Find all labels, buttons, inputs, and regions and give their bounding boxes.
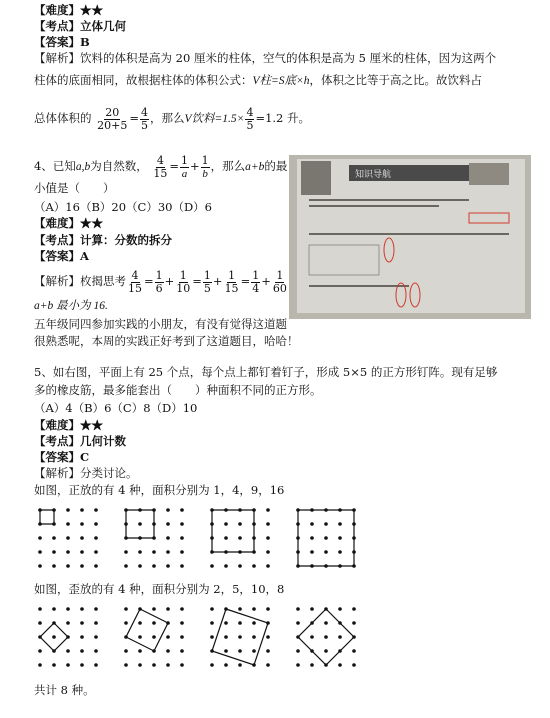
q4-min-line: a+b 最小为 16.	[34, 300, 108, 312]
pin-dot	[152, 621, 156, 625]
frac-num: 4	[131, 268, 139, 282]
pin-dot	[80, 536, 84, 540]
pin-dot	[152, 550, 156, 554]
frac	[251, 270, 260, 295]
q4-expr: a+b	[245, 161, 265, 173]
pin-dot	[66, 550, 70, 554]
pin-dot	[38, 649, 42, 653]
pin-dot	[80, 663, 84, 667]
pin-dot	[138, 564, 142, 568]
frac-num: 1	[228, 268, 236, 282]
pin-dot	[238, 621, 242, 625]
pin-dot	[338, 550, 342, 554]
frac-num: 4	[156, 153, 164, 167]
pin-dot	[166, 550, 170, 554]
q3-analysis-1: 【解析】饮料的体积是高为 20 厘米的柱体，空气的体积是高为 5 厘米的柱体，因为这两个	[34, 51, 497, 65]
photo-cartoon	[301, 161, 331, 195]
frac-den: 5	[203, 281, 211, 295]
q4-stem-2: 小值是（ ）	[34, 181, 115, 195]
pin-dot	[266, 663, 270, 667]
pin-dot	[38, 607, 42, 611]
pin-dot	[38, 663, 42, 667]
frac	[127, 270, 143, 295]
pin-dot	[52, 536, 56, 540]
q3-analysis-3-b: ，那么	[150, 111, 185, 125]
pin-dot	[166, 663, 170, 667]
pin-dot	[166, 635, 170, 639]
pin-dot	[166, 649, 170, 653]
pin-dot	[224, 635, 228, 639]
q3-point: 【考点】立体几何	[34, 19, 126, 33]
pin-dot	[80, 649, 84, 653]
q4-frac	[152, 155, 168, 180]
pin-dot	[66, 607, 70, 611]
pin-dot	[210, 607, 214, 611]
pin-dot	[266, 522, 270, 526]
frac-num: 1	[276, 268, 284, 282]
pin-dot	[94, 621, 98, 625]
q5-difficulty: 【难度】★★	[34, 418, 103, 432]
pin-dot	[266, 536, 270, 540]
pin-dot	[224, 522, 228, 526]
frac-num: 20	[105, 105, 120, 119]
q5-analysis: 【解析】分类讨论。	[34, 466, 138, 480]
pin-dot	[138, 522, 142, 526]
pin-dot	[152, 564, 156, 568]
pin-dot	[252, 607, 256, 611]
pin-dot	[52, 635, 56, 639]
frac-den: 20+5	[97, 118, 128, 132]
q3-difficulty: 【难度】★★	[34, 3, 103, 17]
frac-den: 6	[155, 281, 163, 295]
frac-num: 1	[252, 268, 260, 282]
pin-dot	[66, 508, 70, 512]
pin-dot	[238, 635, 242, 639]
frac-den: 15	[224, 281, 239, 295]
pin-dot	[296, 607, 300, 611]
pin-dot	[180, 663, 184, 667]
pin-dot	[94, 522, 98, 526]
frac-den: 60	[272, 281, 287, 295]
q3-analysis-2-b: ，体积之比等于高之比。故饮料占	[309, 73, 483, 87]
q4-frac-b	[201, 155, 210, 180]
pin-dot	[166, 508, 170, 512]
pin-dot	[66, 663, 70, 667]
pin-dot	[94, 663, 98, 667]
pin-dot	[38, 564, 42, 568]
tilted-squares-figure	[34, 603, 494, 675]
pin-dot	[124, 550, 128, 554]
q5-stem-1: 5、如右图，平面上有 25 个点，每个点上都钉着钉子，形成 5×5 的正方形钉阵。现有足够	[34, 365, 498, 379]
pin-dot	[210, 564, 214, 568]
frac-den: 4	[252, 281, 260, 295]
pin-dot	[324, 621, 328, 625]
q4-comment-2: 很熟悉呢，本周的实践正好考到了这道题目，哈哈！	[34, 334, 299, 348]
pin-dot	[38, 550, 42, 554]
pin-dot	[94, 564, 98, 568]
frac	[155, 270, 164, 295]
q4-difficulty: 【难度】★★	[34, 216, 103, 230]
pin-dot	[180, 522, 184, 526]
pin-dot	[94, 550, 98, 554]
pin-dot	[166, 522, 170, 526]
pin-dot	[152, 635, 156, 639]
pin-dot	[138, 649, 142, 653]
pin-dot	[80, 522, 84, 526]
pin-dot	[138, 663, 142, 667]
pin-dot	[296, 621, 300, 625]
pin-dot	[338, 522, 342, 526]
pin-dot	[266, 508, 270, 512]
pin-dot	[94, 508, 98, 512]
pin-dot	[80, 508, 84, 512]
q3-answer: 【答案】B	[34, 35, 90, 49]
pin-dot	[238, 663, 242, 667]
pin-dot	[94, 635, 98, 639]
pin-dot	[210, 621, 214, 625]
pin-dot	[80, 550, 84, 554]
q4-options: （A）16（B）20（C）30（D）6	[34, 200, 212, 214]
pin-dot	[66, 621, 70, 625]
pin-dot	[310, 635, 314, 639]
pin-dot	[224, 564, 228, 568]
pin-dot	[238, 536, 242, 540]
pin-dot	[180, 635, 184, 639]
q3-fraction-2	[140, 107, 149, 132]
pin-dot	[266, 649, 270, 653]
frac	[175, 270, 191, 295]
q4-stem-1: 4、已知a,b为自然数， $\frac{4}{15}$ = $\frac{1}{a}$ + $\frac{1}{b}$ ，那么a+b的最	[34, 153, 288, 180]
q4-comment-1: 五年级同四参加实践的小朋友，有没有觉得这道题	[34, 317, 287, 331]
q3-fraction-1	[96, 107, 128, 132]
pin-dot	[124, 649, 128, 653]
pin-dot	[324, 649, 328, 653]
frac-num: 4	[246, 105, 254, 119]
pin-dot	[296, 663, 300, 667]
frac-den: 5	[246, 118, 254, 132]
q5-options: （A）4（B）6（C）8（D）10	[34, 401, 198, 415]
pin-dot	[238, 649, 242, 653]
pin-dot	[66, 564, 70, 568]
q3-formula: V柱=S底×h	[252, 75, 310, 87]
frac	[272, 270, 288, 295]
pin-dot	[66, 536, 70, 540]
frac-num: 1	[155, 268, 163, 282]
pin-dot	[210, 635, 214, 639]
pin-dot	[152, 607, 156, 611]
pin-dot	[124, 663, 128, 667]
pin-dot	[52, 550, 56, 554]
q3-analysis-3-d: =1.2 升。	[255, 111, 311, 125]
frac-den: b	[202, 167, 208, 180]
pin-dot	[180, 649, 184, 653]
pin-dot	[338, 663, 342, 667]
pin-dot	[224, 536, 228, 540]
q3-analysis-3-a: 总体体积的	[34, 111, 92, 125]
pin-dot	[352, 621, 356, 625]
q4-vars: a,b	[75, 161, 91, 173]
pin-dot	[152, 663, 156, 667]
pin-dot	[266, 607, 270, 611]
q4-stem-a: 4、已知	[34, 159, 76, 173]
q3-analysis-2-a: 柱体的底面相同，故根据柱体的体积公式：	[34, 73, 253, 87]
pin-dot	[52, 607, 56, 611]
pin-dot	[180, 536, 184, 540]
pin-dot	[138, 550, 142, 554]
pin-dot	[94, 536, 98, 540]
pin-dot	[80, 635, 84, 639]
q5-stem-2: 多的橡皮筋，最多能套出（ ）种面积不同的正方形。	[34, 383, 322, 397]
pin-dot	[352, 607, 356, 611]
pin-dot	[338, 607, 342, 611]
pin-dot	[138, 621, 142, 625]
pin-dot	[324, 536, 328, 540]
q3-analysis-2	[34, 72, 482, 89]
q5-tilted-caption: 如图，歪放的有 4 种，面积分别为 2，5，10，8	[34, 582, 285, 596]
photo-title: 知识导航	[355, 170, 392, 180]
pin-dot	[310, 607, 314, 611]
frac-num: 1	[181, 153, 188, 167]
pin-dot	[224, 663, 228, 667]
pin-dot	[180, 550, 184, 554]
frac-num: 1	[203, 268, 211, 282]
frac-num: 1	[201, 153, 209, 167]
pin-dot	[180, 607, 184, 611]
pin-dot	[310, 550, 314, 554]
frac-den: a	[181, 167, 188, 180]
frac	[224, 270, 240, 295]
pin-dot	[94, 607, 98, 611]
pin-dot	[166, 564, 170, 568]
pin-dot	[352, 663, 356, 667]
frac-den: 5	[141, 118, 149, 132]
pin-dot	[338, 536, 342, 540]
frac-num: 4	[141, 105, 149, 119]
textbook-photo	[289, 155, 531, 319]
pin-dot	[180, 508, 184, 512]
q4-answer: 【答案】A	[34, 249, 89, 263]
q4-stem-d: 的最	[264, 159, 288, 173]
q4-analysis: 【解析】枚揭思考 $\frac{4}{15}$ = $\frac{1}{6}$ + $\frac{1}{10}$ = $\frac{1}{5}$ + $\frac{1}{15}$ = $\frac{1}{4}$ + $\frac{1}{60}$	[34, 266, 312, 296]
pin-dot	[252, 649, 256, 653]
pin-dot	[310, 522, 314, 526]
q4-frac-a	[180, 155, 189, 180]
q5-upright-caption: 如图，正放的有 4 种，面积分别为 1，4，9，16	[34, 483, 285, 497]
pin-dot	[138, 635, 142, 639]
upright-squares-figure	[34, 504, 494, 576]
q4-analysis-a: 【解析】枚揭思考	[34, 274, 126, 288]
pin-dot	[310, 536, 314, 540]
frac-den: 15	[128, 281, 142, 295]
frac	[203, 270, 212, 295]
pin-dot	[180, 621, 184, 625]
pin-dot	[338, 635, 342, 639]
pin-dot	[324, 522, 328, 526]
pin-dot	[238, 522, 242, 526]
pin-dot	[166, 536, 170, 540]
pin-dot	[166, 607, 170, 611]
pin-dot	[210, 663, 214, 667]
pin-dot	[252, 635, 256, 639]
pin-dot	[38, 536, 42, 540]
pin-dot	[66, 649, 70, 653]
pin-dot	[296, 649, 300, 653]
frac-den: 10	[176, 281, 191, 295]
pin-dot	[180, 564, 184, 568]
pin-dot	[238, 564, 242, 568]
q5-point: 【考点】几何计数	[34, 434, 126, 448]
pin-dot	[310, 663, 314, 667]
q5-answer: 【答案】C	[34, 450, 90, 464]
pin-dot	[238, 607, 242, 611]
pin-dot	[66, 522, 70, 526]
pin-dot	[124, 621, 128, 625]
pin-dot	[124, 607, 128, 611]
pin-dot	[324, 550, 328, 554]
photo-line	[309, 205, 439, 207]
pin-dot	[38, 621, 42, 625]
pin-dot	[324, 635, 328, 639]
eq: =	[129, 111, 140, 125]
frac-den: 15	[153, 166, 168, 180]
q4-stem-b: 为自然数，	[90, 159, 148, 173]
pin-dot	[266, 635, 270, 639]
rubber-band-square	[212, 510, 254, 552]
q3-analysis-3	[34, 104, 310, 133]
pin-dot	[352, 649, 356, 653]
rubber-band-square	[40, 510, 54, 524]
q4-stem-c: ，那么	[210, 159, 246, 173]
pin-dot	[224, 649, 228, 653]
pin-dot	[80, 607, 84, 611]
pin-dot	[52, 564, 56, 568]
q3-analysis-3-c: V饮料=1.5×	[184, 113, 245, 125]
pin-dot	[80, 564, 84, 568]
pin-dot	[80, 621, 84, 625]
photo-tree	[469, 163, 509, 185]
frac-num: 1	[179, 268, 187, 282]
pin-dot	[252, 621, 256, 625]
pin-dot	[124, 564, 128, 568]
q3-fraction-3	[245, 107, 254, 132]
rubber-band-square	[126, 609, 168, 651]
pin-dot	[266, 550, 270, 554]
photo-line	[309, 285, 409, 287]
q4-point: 【考点】计算：分数的拆分	[34, 233, 172, 247]
pin-dot	[94, 649, 98, 653]
photo-line	[309, 233, 509, 235]
pin-dot	[266, 564, 270, 568]
q5-total: 共计 8 种。	[34, 683, 95, 697]
pin-dot	[52, 663, 56, 667]
pin-dot	[224, 621, 228, 625]
photo-line	[309, 199, 469, 201]
pin-dot	[252, 564, 256, 568]
